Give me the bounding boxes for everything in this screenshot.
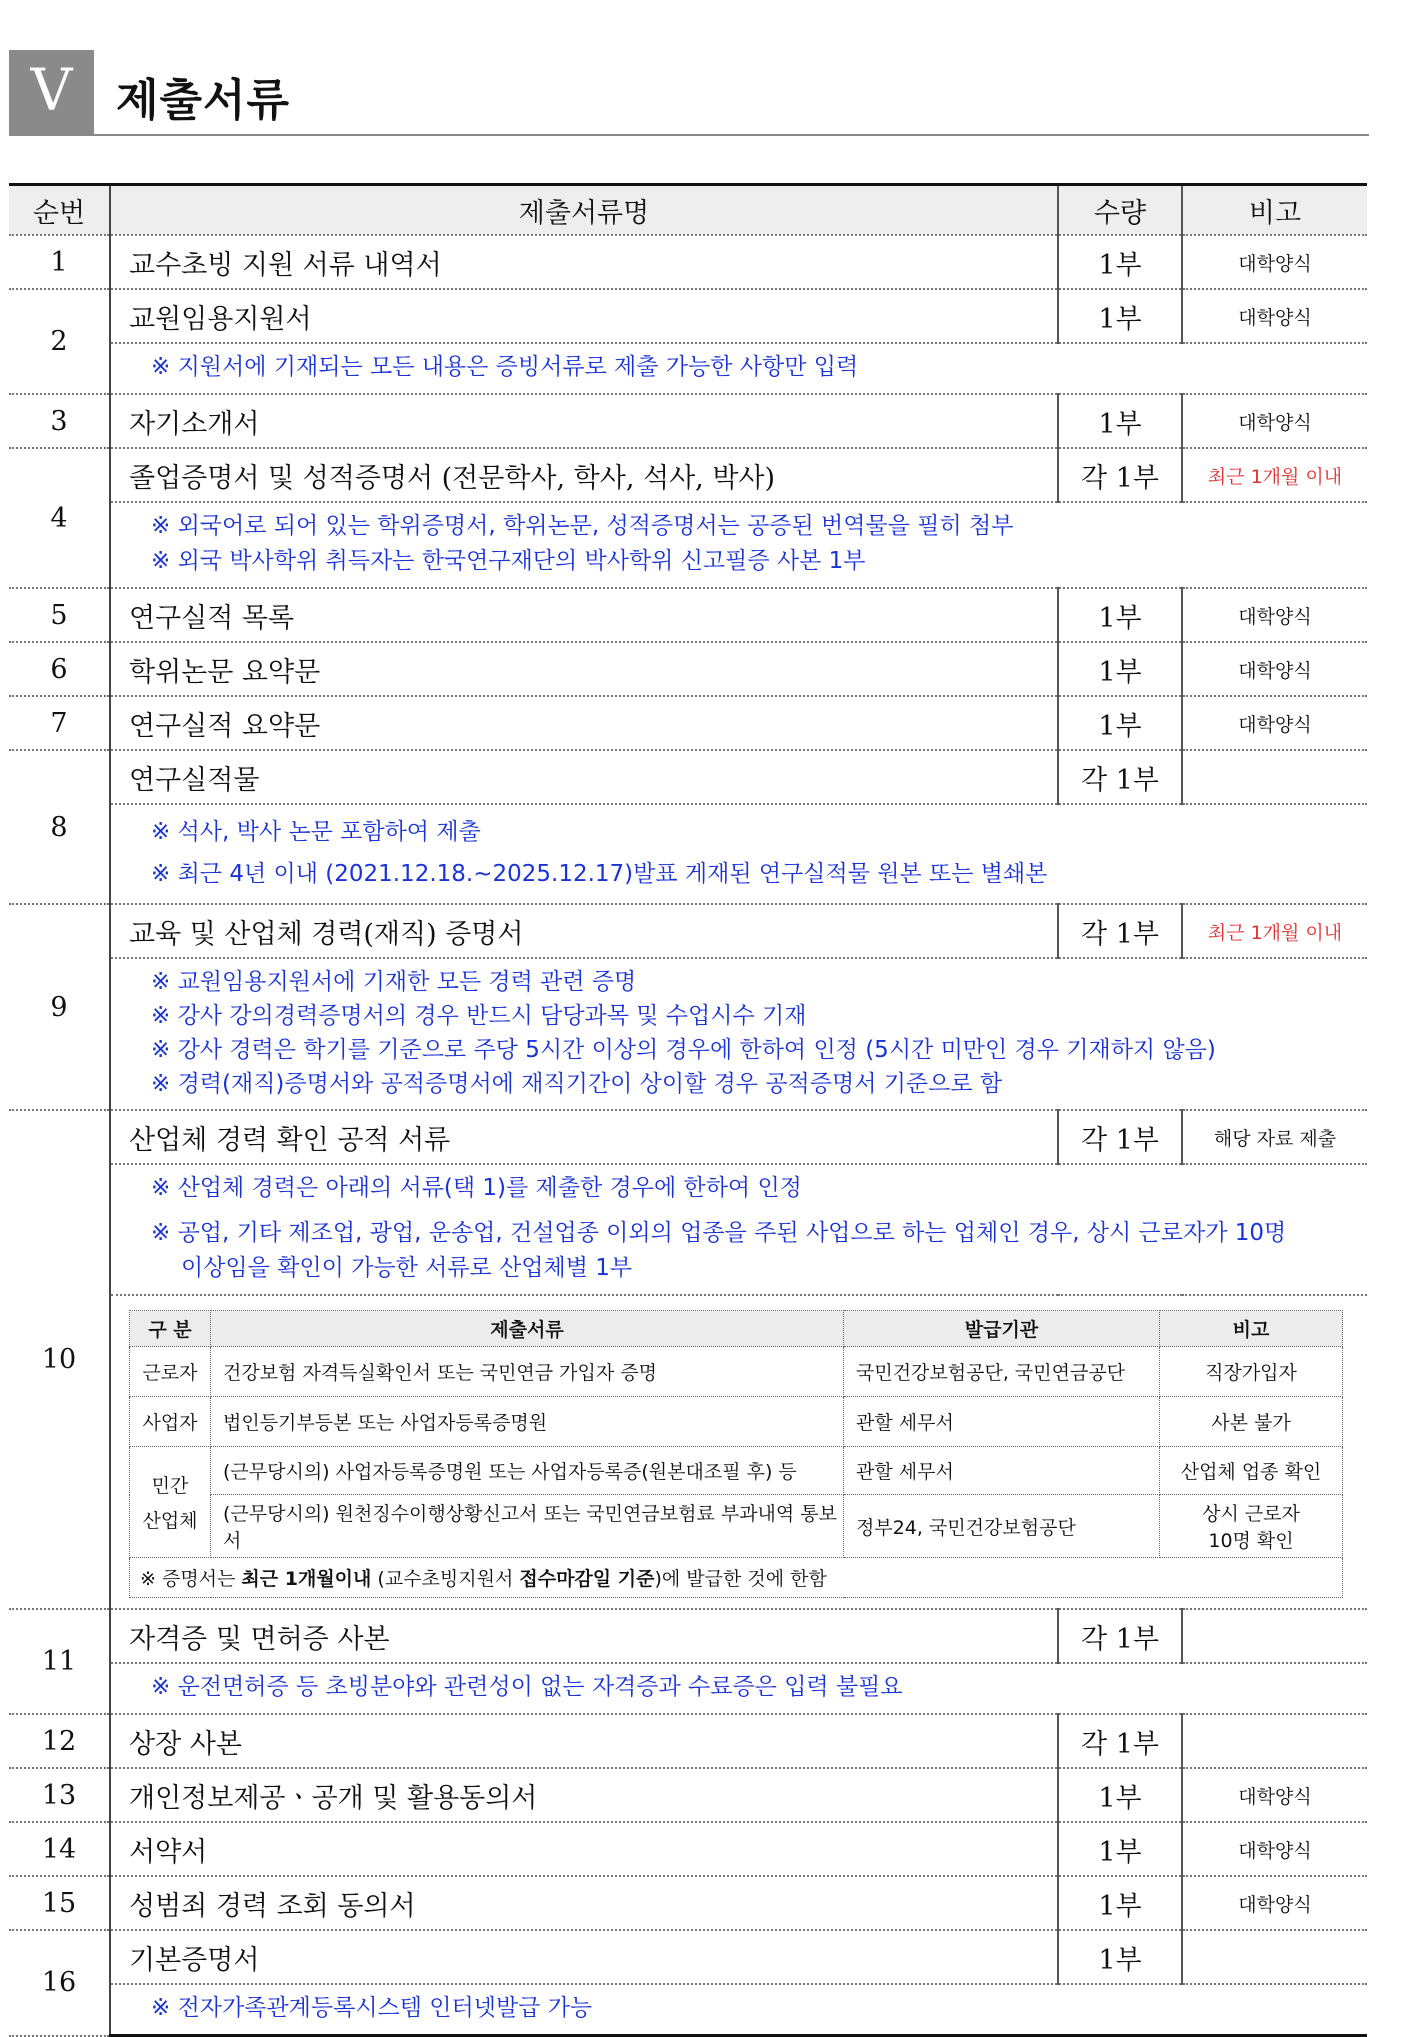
proof-document: 법인등기부등본 또는 사업자등록증명원 — [211, 1397, 844, 1447]
note-line: 이상임을 확인이 가능한 서류로 산업체별 1부 — [181, 1255, 633, 1281]
document-quantity: 1부 — [1058, 235, 1182, 289]
subtable-row-item — [130, 1347, 1343, 1397]
subtable-row — [9, 1295, 1367, 1609]
document-name: 연구실적 요약문 — [110, 696, 1058, 750]
document-name: 교수초빙 지원 서류 내역서 — [110, 235, 1058, 289]
document-name: 산업체 경력 확인 공적 서류 — [110, 1110, 1058, 1164]
document-name: 교육 및 산업체 경력(재직) 증명서 — [110, 904, 1058, 958]
certificate-validity-note — [130, 1558, 1343, 1598]
footer-text: ※ 증명서는 — [140, 1568, 242, 1590]
document-remark — [1182, 1609, 1367, 1663]
document-remark — [1182, 750, 1367, 804]
document-remark: 대학양식 — [1182, 642, 1367, 696]
note-row — [9, 958, 1367, 1110]
row-number: 2 — [9, 289, 110, 394]
col-header-qty: 수량 — [1058, 185, 1182, 236]
document-quantity: 각 1부 — [1058, 1609, 1182, 1663]
document-quantity: 각 1부 — [1058, 1110, 1182, 1164]
table-row — [9, 1876, 1367, 1930]
proof-category-line: 민간 — [151, 1475, 189, 1497]
col-header-note: 비고 — [1182, 185, 1367, 236]
row-number: 15 — [9, 1876, 110, 1930]
subtable-footer-row — [130, 1558, 1343, 1598]
document-remark: 대학양식 — [1182, 588, 1367, 642]
subtable-header-row — [130, 1311, 1343, 1347]
document-name: 졸업증명서 및 성적증명서 (전문학사, 학사, 석사, 박사) — [110, 448, 1058, 502]
document-quantity: 1부 — [1058, 1930, 1182, 1984]
document-notes — [110, 343, 1367, 394]
table-row — [9, 235, 1367, 289]
subtable-cell — [110, 1295, 1367, 1609]
table-row — [9, 1110, 1367, 1164]
row-number: 1 — [9, 235, 110, 289]
proof-document: 건강보험 자격득실확인서 또는 국민연금 가입자 증명 — [211, 1347, 844, 1397]
proof-category: 근로자 — [130, 1347, 211, 1397]
proof-remark: 사본 불가 — [1160, 1397, 1343, 1447]
document-quantity: 1부 — [1058, 588, 1182, 642]
document-remark: 해당 자료 제출 — [1182, 1110, 1367, 1164]
note-line: ※ 교원임용지원서에 기재한 모든 경력 관련 증명 — [151, 969, 637, 995]
note-line: ※ 지원서에 기재되는 모든 내용은 증빙서류로 제출 가능한 사항만 입력 — [151, 354, 859, 380]
note-row — [9, 1984, 1367, 2036]
note-line: ※ 운전면허증 등 초빙분야와 관련성이 없는 자격증과 수료증은 입력 불필요 — [151, 1674, 903, 1700]
document-quantity: 1부 — [1058, 696, 1182, 750]
table-row — [9, 1768, 1367, 1822]
table-row — [9, 1930, 1367, 1984]
subtable-row-item — [130, 1495, 1343, 1558]
table-row — [9, 642, 1367, 696]
subtable-col-header: 발급기관 — [844, 1311, 1160, 1347]
note-line: ※ 강사 경력은 학기를 기준으로 주당 5시간 이상의 경우에 한하여 인정 (5시간 미만인 경우 기재하지 않음) — [151, 1037, 1216, 1063]
documents-table — [9, 183, 1367, 2037]
document-remark: 대학양식 — [1182, 235, 1367, 289]
subtable-col-header: 제출서류 — [211, 1311, 844, 1347]
document-quantity: 각 1부 — [1058, 750, 1182, 804]
subtable-row-item — [130, 1447, 1343, 1495]
row-number: 11 — [9, 1609, 110, 1714]
row-number: 8 — [9, 750, 110, 904]
document-name: 연구실적물 — [110, 750, 1058, 804]
proof-remark: 직장가입자 — [1160, 1347, 1343, 1397]
proof-remark — [1160, 1495, 1343, 1558]
note-row — [9, 502, 1367, 588]
document-remark: 최근 1개월 이내 — [1182, 448, 1367, 502]
section-title: 제출서류 — [116, 75, 291, 126]
document-name: 서약서 — [110, 1822, 1058, 1876]
document-remark — [1182, 1930, 1367, 1984]
row-number: 13 — [9, 1768, 110, 1822]
table-header-row — [9, 185, 1367, 236]
proof-category — [130, 1447, 211, 1558]
section-numeral: V — [9, 50, 94, 136]
row-number: 3 — [9, 394, 110, 448]
document-remark: 대학양식 — [1182, 696, 1367, 750]
note-line: ※ 외국어로 되어 있는 학위증명서, 학위논문, 성적증명서는 공증된 번역물을 필히 첨부 — [151, 513, 1014, 539]
document-remark: 대학양식 — [1182, 1876, 1367, 1930]
note-row — [9, 343, 1367, 394]
table-row — [9, 904, 1367, 958]
table-row — [9, 1609, 1367, 1663]
document-name: 자격증 및 면허증 사본 — [110, 1609, 1058, 1663]
subtable-col-header: 구 분 — [130, 1311, 211, 1347]
table-row — [9, 448, 1367, 502]
note-line: ※ 산업체 경력은 아래의 서류(택 1)를 제출한 경우에 한하여 인정 — [151, 1175, 802, 1201]
footer-text: (교수초빙지원서 — [371, 1568, 520, 1590]
note-line: ※ 최근 4년 이내 (2021.12.18.~2025.12.17)발표 게재된 연구실적물 원본 또는 별쇄본 — [151, 861, 1048, 887]
note-line: ※ 강사 강의경력증명서의 경우 반드시 담당과목 및 수업시수 기재 — [151, 1003, 807, 1029]
proof-issuer: 관할 세무서 — [844, 1397, 1160, 1447]
table-row — [9, 289, 1367, 343]
document-name: 상장 사본 — [110, 1714, 1058, 1768]
table-row — [9, 588, 1367, 642]
proof-issuer: 국민건강보험공단, 국민연금공단 — [844, 1347, 1160, 1397]
emphasis-text: 최근 1개월이내 — [241, 1568, 372, 1590]
document-name: 개인정보제공ㆍ공개 및 활용동의서 — [110, 1768, 1058, 1822]
document-name: 기본증명서 — [110, 1930, 1058, 1984]
note-row — [9, 804, 1367, 904]
document-remark: 대학양식 — [1182, 394, 1367, 448]
note-row — [9, 1164, 1367, 1295]
document-name: 자기소개서 — [110, 394, 1058, 448]
col-header-name: 제출서류명 — [110, 185, 1058, 236]
note-line: ※ 공업, 기타 제조업, 광업, 운송업, 건설업종 이외의 업종을 주된 사업으로 하는 업체인 경우, 상시 근로자가 10명 — [151, 1220, 1287, 1246]
table-row — [9, 1714, 1367, 1768]
proof-remark-line: 상시 근로자 — [1202, 1503, 1300, 1525]
note-line: ※ 석사, 박사 논문 포함하여 제출 — [151, 819, 481, 845]
note-line: ※ 전자가족관계등록시스템 인터넷발급 가능 — [151, 1995, 593, 2021]
row-number: 6 — [9, 642, 110, 696]
proof-category-line: 산업체 — [142, 1510, 198, 1532]
document-notes — [110, 502, 1367, 588]
document-name: 성범죄 경력 조회 동의서 — [110, 1876, 1058, 1930]
table-row — [9, 750, 1367, 804]
document-quantity: 1부 — [1058, 642, 1182, 696]
note-line: ※ 외국 박사학위 취득자는 한국연구재단의 박사학위 신고필증 사본 1부 — [151, 548, 866, 574]
row-number: 16 — [9, 1930, 110, 2036]
proof-issuer: 관할 세무서 — [844, 1447, 1160, 1495]
proof-category: 사업자 — [130, 1397, 211, 1447]
subtable-row-item — [130, 1397, 1343, 1447]
row-number: 12 — [9, 1714, 110, 1768]
row-number: 4 — [9, 448, 110, 588]
document-quantity: 1부 — [1058, 289, 1182, 343]
table-row — [9, 394, 1367, 448]
proof-remark-line: 10명 확인 — [1208, 1530, 1294, 1552]
document-remark: 대학양식 — [1182, 289, 1367, 343]
table-row — [9, 696, 1367, 750]
row-number: 7 — [9, 696, 110, 750]
document-notes — [110, 804, 1367, 904]
proof-issuer: 정부24, 국민건강보험공단 — [844, 1495, 1160, 1558]
proof-remark: 산업체 업종 확인 — [1160, 1447, 1343, 1495]
document-notes — [110, 1663, 1367, 1714]
document-remark: 최근 1개월 이내 — [1182, 904, 1367, 958]
document-notes — [110, 958, 1367, 1110]
section-header — [9, 50, 1369, 136]
document-quantity: 각 1부 — [1058, 448, 1182, 502]
note-line: ※ 경력(재직)증명서와 공적증명서에 재직기간이 상이할 경우 공적증명서 기준으로 함 — [151, 1071, 1003, 1097]
document-quantity: 1부 — [1058, 1822, 1182, 1876]
footer-text: )에 발급한 것에 한함 — [654, 1568, 827, 1590]
document-quantity: 각 1부 — [1058, 1714, 1182, 1768]
proof-documents-table — [129, 1310, 1343, 1598]
note-row — [9, 1663, 1367, 1714]
row-number: 10 — [9, 1110, 110, 1609]
document-quantity: 1부 — [1058, 394, 1182, 448]
header-underline — [94, 134, 1369, 136]
proof-document: (근무당시의) 원천징수이행상황신고서 또는 국민연금보험료 부과내역 통보서 — [211, 1495, 844, 1558]
col-header-no: 순번 — [9, 185, 110, 236]
document-remark: 대학양식 — [1182, 1822, 1367, 1876]
document-name: 교원임용지원서 — [110, 289, 1058, 343]
document-notes — [110, 1164, 1367, 1295]
document-quantity: 1부 — [1058, 1876, 1182, 1930]
row-number: 5 — [9, 588, 110, 642]
document-notes — [110, 1984, 1367, 2036]
document-name: 연구실적 목록 — [110, 588, 1058, 642]
row-number: 14 — [9, 1822, 110, 1876]
document-quantity: 각 1부 — [1058, 904, 1182, 958]
emphasis-text: 접수마감일 기준 — [519, 1568, 655, 1590]
document-name: 학위논문 요약문 — [110, 642, 1058, 696]
proof-document: (근무당시의) 사업자등록증명원 또는 사업자등록증(원본대조필 후) 등 — [211, 1447, 844, 1495]
row-number: 9 — [9, 904, 110, 1110]
subtable-col-header: 비고 — [1160, 1311, 1343, 1347]
document-remark — [1182, 1714, 1367, 1768]
document-quantity: 1부 — [1058, 1768, 1182, 1822]
table-row — [9, 1822, 1367, 1876]
document-remark: 대학양식 — [1182, 1768, 1367, 1822]
